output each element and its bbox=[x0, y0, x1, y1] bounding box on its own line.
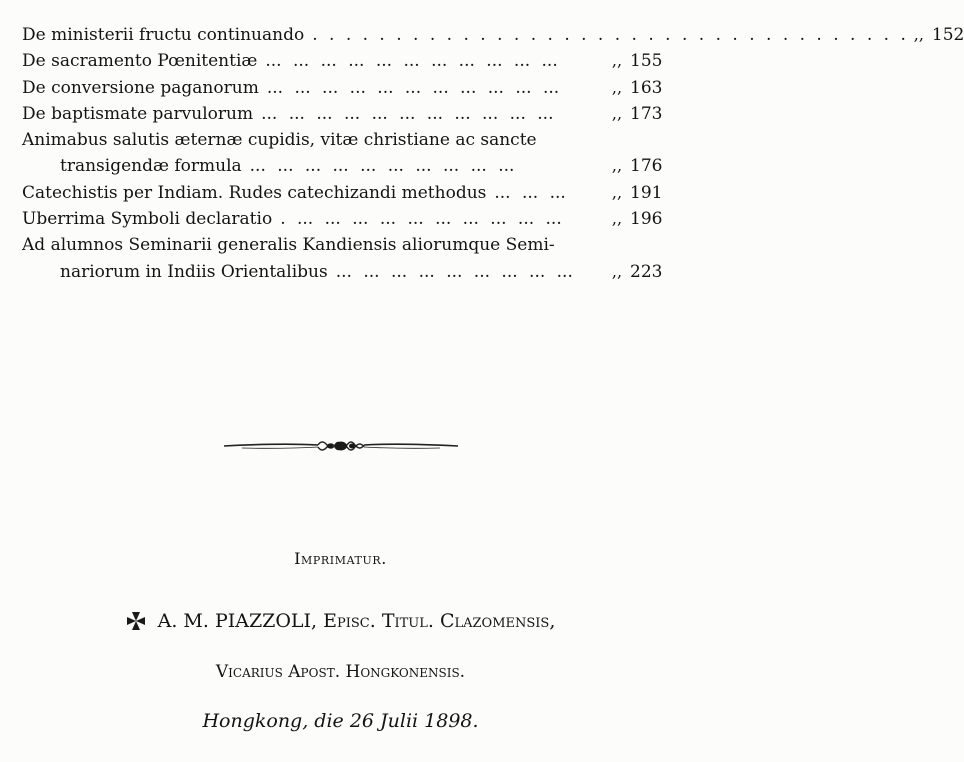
vicar-line: Vicarius Apost. Hongkonensis. bbox=[215, 662, 466, 682]
toc-page-number: 163 bbox=[630, 77, 663, 98]
toc-ditto-mark: ,, bbox=[611, 261, 623, 281]
toc-page-number: 155 bbox=[630, 51, 663, 72]
toc-entry-title: nariorum in Indiis Orientalibus bbox=[60, 261, 328, 282]
toc-entry bbox=[22, 180, 662, 206]
toc-page-number: 176 bbox=[630, 156, 663, 177]
toc-entry-title: Uberrima Symboli declaratio bbox=[22, 209, 273, 230]
toc-ditto-mark: ,, bbox=[611, 156, 623, 176]
toc-leader-dots: ... ... ... ... ... ... ... ... ... ... ... bbox=[265, 51, 558, 72]
toc-ditto-mark: ,, bbox=[611, 182, 623, 202]
toc-entry bbox=[22, 48, 662, 74]
toc-entry bbox=[22, 232, 662, 258]
toc-entry-title: De conversione paganorum bbox=[22, 77, 259, 98]
toc-leader-dots: ... ... ... ... ... ... ... ... ... bbox=[335, 261, 573, 282]
toc-leader-dots: . ... ... ... ... ... ... ... ... ... ... bbox=[280, 209, 562, 230]
toc-ditto-mark: ,, bbox=[913, 25, 924, 44]
date-line: Hongkong, die 26 Julii 1898. bbox=[202, 710, 479, 732]
maltese-cross-icon bbox=[126, 611, 146, 631]
toc-entry bbox=[22, 259, 662, 285]
toc-ditto-mark: ,, bbox=[611, 209, 623, 229]
toc-entry-title: De ministerii fructu continuando bbox=[22, 25, 305, 45]
toc-entry bbox=[22, 101, 662, 127]
toc-ditto-mark: ,, bbox=[611, 103, 623, 123]
toc-entry-title: De baptismate parvulorum bbox=[22, 103, 254, 124]
toc-page-number: 223 bbox=[630, 261, 663, 282]
toc-page-number: 196 bbox=[630, 209, 663, 230]
toc-page-number: 152 bbox=[931, 25, 964, 45]
toc-entry bbox=[22, 153, 662, 179]
toc-entry-title: transigendæ formula bbox=[60, 156, 242, 177]
toc-entry bbox=[22, 75, 662, 101]
toc-entry bbox=[22, 206, 662, 232]
toc-entry-title: Animabus salutis æternæ cupidis, vitæ christiane ac sancte bbox=[22, 130, 537, 151]
toc-entry-title: Catechistis per Indiam. Rudes catechizandi methodus bbox=[22, 182, 487, 203]
toc-leader-dots: ... ... ... ... ... ... ... ... ... ... ... bbox=[266, 77, 560, 98]
ornamental-divider-icon bbox=[222, 430, 460, 460]
table-of-contents bbox=[22, 22, 964, 285]
toc-leader-dots: ... ... ... bbox=[494, 182, 566, 203]
toc-leader-dots: ... ... ... ... ... ... ... ... ... ... bbox=[249, 156, 515, 177]
toc-page-number: 191 bbox=[630, 182, 663, 203]
imprimatur-heading: Imprimatur. bbox=[294, 549, 387, 568]
toc-leader-dots: . . . . . . . . . . . . . . . . . . . . . . . . . . . . . . . . . . . . bbox=[312, 25, 906, 45]
toc-entry-title: Ad alumnos Seminarii generalis Kandiensis aliorumque Semi- bbox=[22, 235, 555, 256]
toc-ditto-mark: ,, bbox=[611, 77, 623, 97]
toc-page-number: 173 bbox=[630, 103, 663, 124]
signature-text: A. M. PIAZZOLI, Episc. Titul. Clazomensis, bbox=[157, 610, 556, 632]
toc-entry-title: De sacramento Pœnitentiæ bbox=[22, 51, 258, 72]
toc-entry bbox=[22, 22, 964, 48]
toc-leader-dots: ... ... ... ... ... ... ... ... ... ... ... bbox=[261, 103, 554, 124]
toc-ditto-mark: ,, bbox=[611, 51, 623, 71]
signature-line bbox=[0, 610, 681, 632]
toc-entry bbox=[22, 127, 662, 153]
